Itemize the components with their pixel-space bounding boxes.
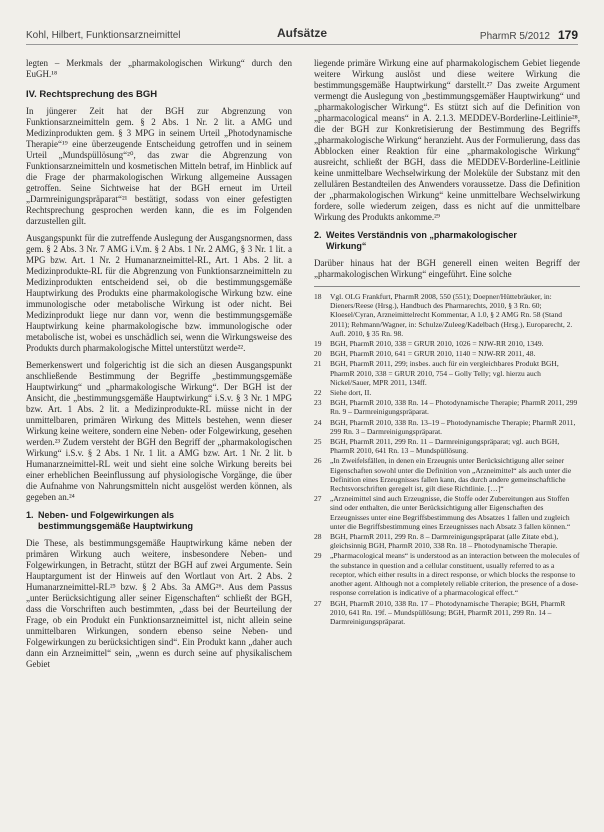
- section-label: Aufsätze: [276, 26, 328, 40]
- footnote-text: „Arzneimittel sind auch Erzeugnisse, die Stoffe oder Zubereitungen aus Stoffen sind oder enthalten, die unter Berücksichtigung aller Eigenschaften des Erzeugnisses unter eine Begriffsbestimmung des Absatzes 1 fallen und zugleich unter die Begriffsbestimmung eines Erzeugnisses nach Absatz 3 fallen können.“: [330, 494, 571, 531]
- running-title: Kohl, Hilbert, Funktionsarzneimittel: [26, 30, 181, 41]
- footnote-text: BGH, PharmR 2010, 338 Rn. 17 – Photodynamische Therapie; BGH, PharmR 2010, 641 Rn. 19f. – Mundspüllösung; BGH, PharmR 2011, 299 Rn. 14 – Darmreinigungspräparat.: [330, 598, 566, 626]
- header-rule: [26, 44, 578, 45]
- heading-number: 1.: [26, 510, 34, 520]
- footnote: [314, 551, 580, 597]
- footnote-text: „In Zweifelsfällen, in denen ein Erzeugnis unter Berücksichtigung aller seiner Eigenschaften sowohl unter die Definition von „Arzneimittel“ als auch unter die Definition eines Erzeugnisses fallen kann, das durch andere gemeinschaftliche Rechtsvorschriften geregelt ist, gilt diese Richtlinie. […]“: [330, 456, 572, 494]
- footnote-number: 28: [314, 532, 322, 542]
- paragraph: liegende primäre Wirkung eine auf pharmakologischem Gebiet liegende weitere Wirkung auslöst und diese weitere Wirkung die bestimmungsgemäße Hauptwirkung“ darstellt.²⁷ Das zweite Argument vermengt die Auslegung von „bestimmungsgemäßer Hauptwirkung“ und „pharmakologischer Wirkung“. Es stützt sich auf die Definition von „pharmacological means“ in A. 2.1.3. MEDDEV-Borderline-Leitlinie²⁸, die der BGH zur Konkretisierung der Bestimmung des Begriffs „pharmakologische Wirkung“ heranzieht. Aus der Formulierung, dass das Abblocken einer Reaktion für eine „pharmakologische Wirkung“ ausreicht, schließt der BGH, dass die MEDDEV-Borderline-Leitlinie keine unmittelbare Wechselwirkung der Moleküle der Substanz mit den zellulären Bestandteilen des Anwenders voraussetze. Dass die Definition der „pharmakologischen Wirkung“ keine unmittelbare Wechselwirkung fordere, solle wiederum zeigen, dass es nicht auf die unmittelbare Wirkung des Produkts ankomme.²⁹: [314, 58, 580, 222]
- footnote: [314, 599, 580, 627]
- heading-line: Wirkung“: [326, 241, 367, 251]
- footnotes: [314, 292, 580, 626]
- footnote: [314, 349, 580, 358]
- footnote-number: 22: [314, 388, 322, 398]
- subsection-heading-2: [314, 230, 580, 252]
- footnote-number: 25: [314, 437, 322, 447]
- footnote-text: BGH, PharmR 2010, 338 = GRUR 2010, 1026 = NJW-RR 2010, 1349.: [330, 339, 544, 349]
- footnote-number: 23: [314, 398, 322, 408]
- paragraph: Die These, als bestimmungsgemäße Hauptwirkung käme neben der primären Wirkung auch weitere, insbesondere Neben- und Folgewirkungen, in Betracht, stützt der BGH auf zwei Argumente. Sein Hauptargument ist der Hinweis auf den Wortlaut von Art. 2 Abs. 2 Humanarzneimittel-RL²⁵ bzw. § 2 Abs. 3a AMG²⁶. Aus dem Passus „unter Berücksichtigung aller seiner Eigenschaften“ schließt der BGH, dass die Vorschriften auch bestimmten, „dass bei der Beurteilung der Frage, ob ein Produkt ein Funktionsarzneimittel ist, nicht allein seine unmittelbaren Wirkungen, sondern ebenso seine Neben- und Folgewirkungen zu berücksichtigen sind“. Ein Produkt kann „daher auch dann ein Arzneimittel“ sein, „wenn es durch seine auf physikalischem Gebiet: [26, 538, 292, 669]
- footnote-text: BGH, PharmR 2011, 299; insbes. auch für ein vergleichbares Produkt BGH, PharmR 2010, 338 = GRUR 2010, 754 – Golly Telly; vgl. hierzu auch Nickel/Sauer, MPR 2011, 134ff.: [330, 359, 559, 387]
- paragraph: Bemerkenswert und folgerichtig ist die sich an diesen Ausgangspunkt anschließende Bestimmung der Begriffe „bestimmungsgemäße Hauptwirkung“ und „pharmakologische Wirkung“. Der BGH ist der Ansicht, die „bestimmungsgemäße Hauptwirkung“ i.S.v. § 3 Nr. 1 MPG bzw. Art. 1 Abs. 2 lit. a Medizinprodukte-RL müsse nicht in der unmittelbaren, primären Wirkung des Mittels bestehen, wenn dieser Wirkung keine weitere, sondern eine Neben- oder Folgewirkung, gesehen werden.²³ Zudem versteht der BGH den Begriff der „pharmakologischen Wirkung“ i.S.v. § 2 Abs. 1 Nr. 1 lit. a AMG bzw. Art. 1 Nr. 2 lit. b Humanarzneimittel-RL weit und sieht eine solche Wirkung bereits bei einer erheblichen Beeinflussung auf physiologische Vorgänge, die über die Aufnahme von Nahrungsmitteln nicht ausgelöst werden können, als gegeben an.²⁴: [26, 360, 292, 502]
- section-heading-iv: IV. Rechtsprechung des BGH: [26, 89, 158, 100]
- footnote: [314, 292, 580, 338]
- footnote-number: 27: [314, 494, 322, 504]
- footnote-text: BGH, PharmR 2010, 641 = GRUR 2010, 1140 = NJW-RR 2011, 48.: [330, 349, 536, 359]
- journal-info: [480, 28, 578, 42]
- journal-issue: PharmR 5/2012: [479, 31, 550, 42]
- footnote-number: 18: [314, 292, 322, 301]
- footnote-text: Siehe dort, II.: [330, 388, 372, 398]
- footnote: [314, 456, 580, 493]
- paragraph: Darüber hinaus hat der BGH generell einen weiten Begriff der „pharmakologischen Wirkung“ eingeführt. Eine solche: [314, 258, 580, 279]
- footnote-number: 27: [314, 598, 322, 608]
- running-header: [26, 26, 578, 46]
- paragraph: In jüngerer Zeit hat der BGH zur Abgrenzung von Funktionsarzneimitteln gem. § 2 Abs. 1 Nr. 2 lit. a AMG und Medizinprodukten gem. § 3 MPG in seinem Urteil „Photodynamische Therapie“¹⁹ eine überzeugende Entscheidung getroffen und in seinem Urteil „Mundspüllösung“²⁰, das zwar die Abgrenzung von Funktionsarzneimitteln und kosmetischen Mitteln betraf, im Hinblick auf die Frage der pharmakologischen Wirkung allgemeine Aussagen getroffen. Seine Sichtweise hat der BGH erneut im Urteil „Darmreinigungspräparat“²¹ bestätigt, sodass von einer gefestigten Rechtsprechung gesprochen werden kann, die es im Folgenden darzustellen gilt.: [26, 106, 292, 226]
- footnote: [314, 437, 580, 455]
- footnote-number: 21: [314, 359, 322, 369]
- footnote-number: 24: [314, 417, 322, 427]
- footnote: [314, 359, 580, 387]
- footnote-text: BGH, PharmR 2010, 338 Rn. 13–19 – Photodynamische Therapie; PharmR 2011, 299 Rn. 3 – Darmreinigungspräparat.: [330, 417, 576, 436]
- footnote-text: „Pharmacological means“ is understood as an interaction between the molecules of the substance in question and a cellular constituent, usually referred to as a receptor, which either results in a direct response, or which blocks the response to another agent. Although not a completely reliable criterion, the presence of a dose-response correlation is indicative of a pharmacological effect.“: [330, 551, 580, 598]
- footnote-text: Vgl. OLG Frankfurt, PharmR 2008, 550 (551); Doepner/Hüttebräuker, in: Dieners/Reese (Hrsg.), Handbuch des Pharmarechts, 2010, § 3 Rn. 60; Kloesel/Cyran, Arzneimittelrecht Kommentar, A 1.0, § 2 AMG Rn. 58 (Stand 2011); Rehmann/Wagner, in: Schulze/Zuleeg/Kadelbach (Hrsg.), Europarecht, 2. Aufl. 2010, § 35 Rn. 98.: [330, 292, 573, 338]
- footnote: [314, 388, 580, 397]
- page-number: 179: [557, 28, 578, 42]
- footnote: [314, 418, 580, 436]
- heading-number: 2.: [314, 230, 322, 240]
- footnote-number: 19: [314, 339, 322, 349]
- paragraph: legten – Merkmals der „pharmakologischen Wirkung“ durch den EuGH.¹⁸: [26, 58, 292, 79]
- footnote-text: BGH, PharmR 2010, 338 Rn. 14 – Photodynamische Therapie; PharmR 2011, 299 Rn. 9 – Darmreinigungspräparat.: [330, 398, 578, 417]
- footnote: [314, 494, 580, 531]
- heading-line: Neben- und Folgewirkungen als: [38, 510, 175, 520]
- footnote-rule: [314, 286, 580, 287]
- right-column: [314, 58, 580, 627]
- subsection-heading-1: [26, 510, 292, 532]
- paragraph: Ausgangspunkt für die zutreffende Auslegung der Ausgangsnormen, dass gem. § 2 Abs. 3 Nr. 7 AMG i.V.m. § 2 Abs. 1 Nr. 2 AMG, § 3 Nr. 1 lit. a MPG bzw. Art. 1 Nr. 2 Humanarzneimittel-RL, Art. 1 Abs. 2 lit. a Medizinprodukte-RL für die Abgrenzung von Funktionsarzneimitteln zu Medizinprodukten entscheidend sei, ob die bestimmungsgemäße Hauptwirkung des Produkts eine pharmakologische Wirkung bzw. eine immunologische oder metabolische Wirkung ist oder nicht. Bei Medizinprodukt liege nur dann vor, wenn die bestimmungsgemäße Hauptwirkung keine pharmakologische bzw. immunologische oder metabolische ist, wobei es unschädlich sei, wenn die Wirkungsweise des Produkts durch pharmakologische Mittel unterstützt werde²².: [26, 233, 292, 353]
- footnote-number: 20: [314, 349, 322, 359]
- footnote-text: BGH, PharmR 2011, 299 Rn. 11 – Darmreinigungspräparat; vgl. auch BGH, PharmR 2010, 641 Rn. 13 – Mundspüllösung.: [330, 437, 560, 456]
- heading-line: bestimmungsgemäße Hauptwirkung: [38, 521, 194, 531]
- footnote: [314, 398, 580, 416]
- left-column: [26, 58, 292, 676]
- footnote-text: BGH, PharmR 2011, 299 Rn. 8 – Darmreinigungspräparat (alle Zitate ebd.), gleichsinnig BGH, PharmR 2010, 338 Rn. 18 – Photodynamische Therapie.: [330, 532, 559, 551]
- footnote: [314, 532, 580, 550]
- footnote-number: 26: [314, 456, 322, 466]
- footnote-number: 29: [314, 551, 322, 561]
- heading-line: Weites Verständnis von „pharmakologischer: [326, 230, 517, 240]
- footnote: [314, 339, 580, 348]
